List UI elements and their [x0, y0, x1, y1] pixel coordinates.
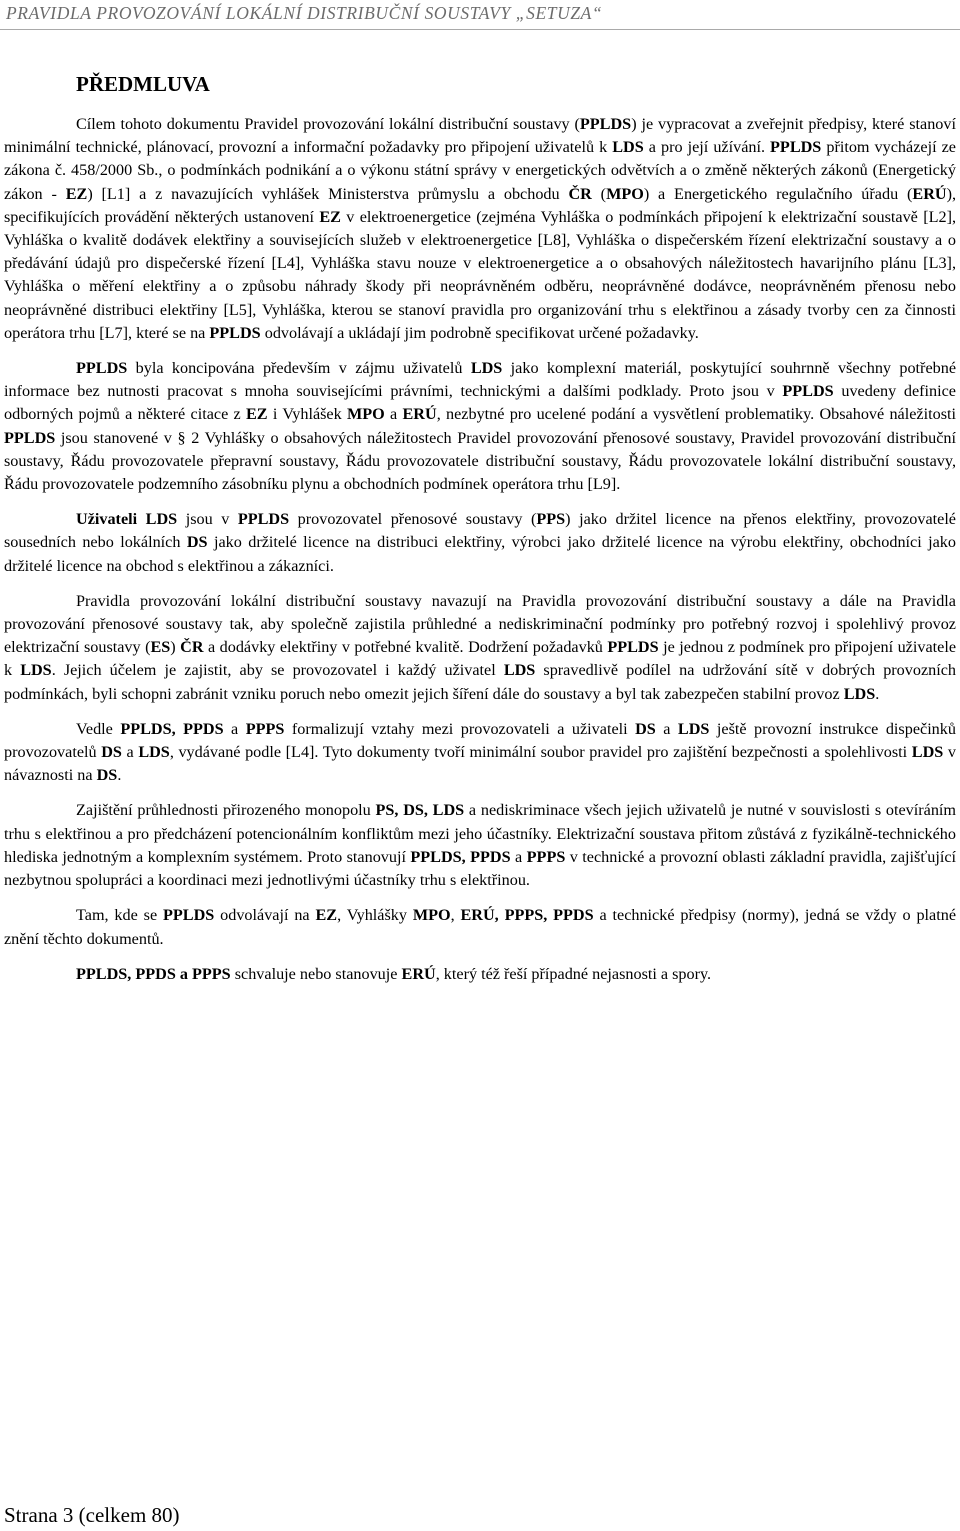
paragraph-7	[4, 904, 956, 950]
text-run: v elektroenergetice (zejména Vyhláška o podmínkách připojení k elektrizační soustavě [L2], Vyhláška o kvalitě dodávek elektřiny a souvisejících služeb v elektroenergetice [L8], Vyhláška o dispečerském řízení elektrizační soustavy a o předávání údajů pro dispečerské řízení [L4], Vyhláška stavu nouze v elektroenergetice a o obsahových náležitostech havarijního plánu [L3], Vyhláška o měření elektřiny a o způsobu náhrady škody při neoprávněném odběru, neoprávněné dodávce, neoprávněném přenosu nebo neoprávněné distribuci elektřiny [L5], Vyhláška, kterou se stanoví pravidla pro organizování trhu s elektřinou a zásady tvorby cen za činnosti operátora trhu [L7], které se na	[4, 207, 957, 342]
page-number: Strana 3 (celkem 80)	[4, 1503, 180, 1527]
text-run: v návaznosti na	[4, 743, 956, 785]
bold-term: MPO	[606, 184, 644, 203]
running-header	[0, 0, 960, 30]
bold-term: PPLDS	[76, 359, 128, 378]
paragraph-3	[4, 508, 956, 578]
bold-term: PPLDS, PPDS	[410, 847, 511, 866]
bold-term: ČR	[180, 638, 204, 657]
bold-term: PPLDS	[607, 638, 659, 657]
text-run: a	[384, 405, 403, 424]
text-run: jako komplexní materiál, poskytující souhrnně všechny potřebné informace bez nutnosti pracovat s mnoha souvisejícími právními, technickými a dalšími podklady. Proto jsou v	[4, 359, 956, 401]
bold-term: PPLDS	[163, 906, 215, 925]
bold-term: ERÚ	[402, 405, 437, 424]
text-run: odvolávají a ukládají jim podrobně specifikovat určené požadavky.	[260, 323, 699, 342]
text-run: )	[170, 638, 181, 657]
text-run: ,	[450, 906, 461, 925]
text-run: spravedlivě podílel na udržování sítě v dobrých provozních podmínkách, byli schopni zabránit vzniku poruch nebo omezit jejich šíření dále do soustavy a byl tak zabezpečen stabilní provoz	[4, 661, 957, 703]
text-run: provozovatel přenosové soustavy (	[289, 510, 537, 529]
bold-term: LDS	[503, 661, 536, 680]
text-run: schvaluje nebo stanovuje	[230, 964, 402, 983]
text-run: jsou v	[177, 510, 238, 529]
bold-term: PPLDS	[237, 510, 290, 529]
bold-term: Uživateli LDS	[76, 510, 178, 529]
text-run: Zajištění průhlednosti přirozeného monopolu	[76, 801, 376, 820]
bold-term: ERÚ, PPPS, PPDS	[460, 906, 594, 925]
bold-term: LDS	[138, 743, 170, 762]
text-run: Tam, kde se	[76, 906, 164, 925]
text-run: ), specifikujících provádění některých ustanovení	[4, 184, 957, 226]
text-run: odvolávají na	[214, 906, 316, 925]
text-run: v technické a provozní oblasti základní pravidla, zajišťující nezbytnou spolupráci a koordinaci mezi jednotlivými účastníky trhu s elektřinou.	[4, 847, 957, 890]
bold-term: ERÚ	[401, 964, 436, 983]
paragraph-8	[4, 963, 956, 986]
bold-term: DS	[96, 766, 118, 785]
bold-term: ES	[150, 638, 171, 657]
bold-term: PPLDS	[579, 115, 632, 133]
bold-term: DS	[635, 719, 656, 738]
bold-term: PPPS	[526, 847, 566, 866]
bold-term: MPO	[346, 405, 385, 424]
bold-term: MPO	[412, 906, 451, 925]
bold-term: EZ	[319, 207, 341, 226]
bold-term: LDS	[470, 359, 503, 378]
text-run: je jednou z podmínek pro připojení uživatele k	[4, 638, 956, 680]
bold-term: LDS	[20, 661, 52, 680]
paragraph-2	[4, 357, 956, 496]
bold-term: PPS	[536, 510, 566, 529]
text-run: ) [L1] a z navazujících vyhlášek Ministerstva průmyslu a obchodu	[87, 184, 569, 203]
bold-term: PPLDS	[4, 428, 56, 447]
text-run: ) a Energetického regulačního úřadu (	[643, 184, 913, 203]
text-run: ještě provozní instrukce dispečinků provozovatelů	[4, 719, 956, 762]
bold-term: PPLDS, PPDS	[120, 719, 224, 738]
text-run: , vydávané podle [L4]. Tyto dokumenty tvoří minimální soubor pravidel pro zajištění bezpečnosti a spolehlivosti	[169, 743, 912, 762]
text-run: .	[875, 684, 880, 703]
text-run: jsou stanovené v § 2 Vyhlášky o obsahových náležitostech Pravidel provozování přenosové soustavy, Pravidel provozování distribuční soustavy, Řádu provozovatele přepravní soustavy, Řádu provozovatele distribuční soustavy, Řádu provozovatele lokální distribuční soustavy, Řádu provozovatele podzemního zásobníku plynu a obchodních podmínek operátora trhu [L9].	[4, 428, 956, 494]
paragraph-6	[4, 799, 956, 892]
paragraph-1	[4, 113, 956, 345]
text-run: Cílem tohoto dokumentu Pravidel provozování lokální distribuční soustavy (	[76, 115, 580, 133]
text-run: i Vyhlášek	[267, 405, 347, 424]
text-run: , Vyhlášky	[337, 906, 413, 925]
bold-term: PPLDS	[782, 382, 834, 401]
text-run: a pro její užívání.	[643, 138, 771, 157]
bold-term: DS	[186, 533, 208, 552]
text-run: a	[655, 719, 678, 738]
text-run: (	[591, 184, 607, 203]
bold-term: EZ	[65, 184, 88, 203]
text-run: a nediskriminace všech jejich uživatelů je nutné v souvislosti s otevíráním trhu s elektřinou a pro předcházení potencionálním konfliktům mezi jeho účastníky. Elektrizační soustava přitom zůstává z fyzikálně-technického hlediska jednotným a komplexním systémem. Proto stanovují	[4, 801, 957, 866]
text-run: .	[117, 766, 122, 785]
text-run: a dodávky elektřiny v potřebné kvalitě. Dodržení požadavků	[203, 638, 608, 657]
text-run: přitom vycházejí ze zákona č. 458/2000 Sb., o podmínkách podnikání a o výkonu státní správy v energetických odvětvích a o změně některých zákonů (Energetický zákon -	[4, 138, 956, 203]
bold-term: EZ	[315, 906, 338, 925]
text-run: byla koncipována především v zájmu uživatelů	[127, 359, 471, 378]
bold-term: LDS	[612, 138, 644, 157]
paragraph-4	[4, 590, 956, 706]
bold-term: DS	[101, 743, 122, 762]
text-run: Vedle	[76, 719, 121, 738]
body-text	[4, 113, 956, 998]
bold-term: LDS	[677, 719, 710, 738]
bold-term: ČR	[568, 184, 592, 203]
section-heading: PŘEDMLUVA	[76, 72, 210, 96]
bold-term: ERÚ	[912, 184, 947, 203]
text-run: ) jako držitel licence na přenos elektřiny, provozovatelé sousedních nebo lokálních	[4, 510, 956, 552]
text-run: a	[223, 719, 246, 738]
bold-term: EZ	[246, 405, 268, 424]
text-run: . Jejich účelem je zajistit, aby se provozovatel i každý uživatel	[51, 661, 504, 680]
text-run: , nezbytné pro ucelené podání a vysvětlení problematiky. Obsahové náležitosti	[436, 405, 956, 424]
text-run: Pravidla provozování lokální distribuční soustavy navazují na Pravidla provozování distribuční soustavy a dále na Pravidla provozování přenosové soustavy tak, aby společně zajistila průhledné a nediskriminační podmínky pro potřebný rozvoj i spolehlivý provoz elektrizační soustavy (	[4, 591, 956, 657]
text-run: a	[510, 847, 527, 866]
text-run: , který též řeší případné nejasnosti a spory.	[435, 964, 712, 983]
text-run: jako držitelé licence na distribuci elektřiny, výrobci jako držitelé licence na výrobu elektřiny, obchodníci jako držitelé licence na obchod s elektřinou a zákazníci.	[4, 533, 956, 575]
text-run: a	[121, 743, 139, 762]
document-title: PRAVIDLA PROVOZOVÁNÍ LOKÁLNÍ DISTRIBUČNÍ SOUSTAVY „SETUZA“	[6, 3, 603, 23]
text-run: formalizují vztahy mezi provozovateli a uživateli	[284, 719, 636, 738]
bold-term: PS, DS, LDS	[375, 801, 465, 820]
text-run: a technické předpisy (normy), jedná se vždy o platné znění těchto dokumentů.	[4, 906, 957, 948]
bold-term: PPLDS, PPDS a PPPS	[76, 964, 231, 983]
bold-term: PPPS	[245, 719, 285, 738]
bold-term: LDS	[843, 684, 876, 703]
paragraph-5	[4, 718, 956, 788]
bold-term: PPLDS	[209, 323, 261, 342]
bold-term: PPLDS	[770, 138, 822, 157]
text-run: uvedeny definice odborných pojmů a některé citace z	[4, 382, 956, 424]
text-run: ) je vypracovat a zveřejnit předpisy, které stanoví minimální technické, plánovací, provozní a informační požadavky pro připojení uživatelů k	[4, 115, 956, 157]
bold-term: LDS	[911, 743, 944, 762]
page-footer	[4, 1500, 180, 1530]
